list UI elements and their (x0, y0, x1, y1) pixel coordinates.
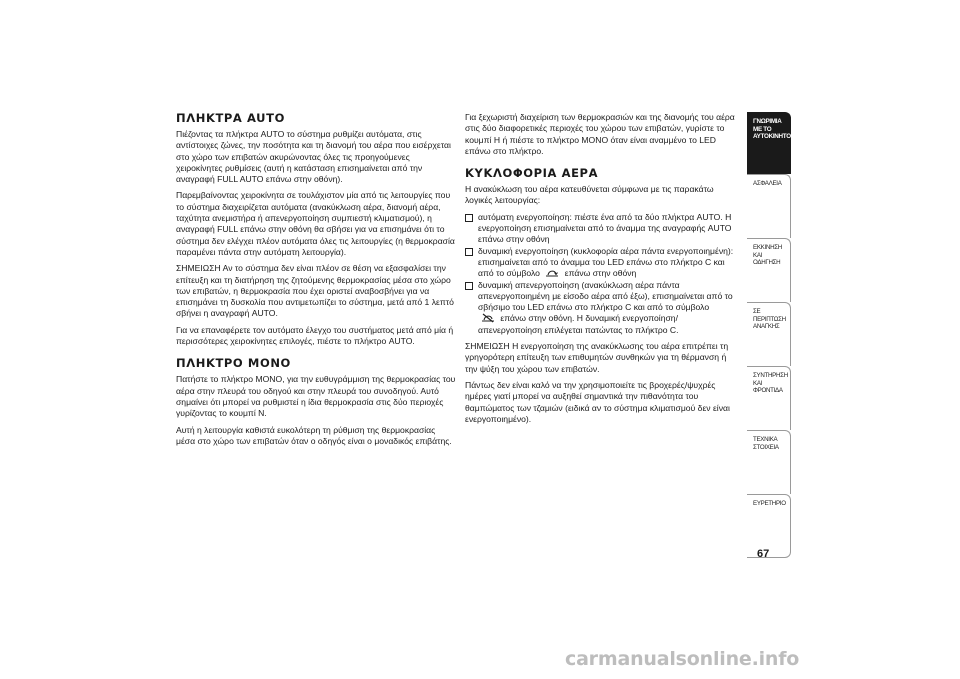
paragraph: Πατήστε το πλήκτρο MONO, για την ευθυγράμμιση της θερμοκρασίας του αέρα στην πλευρά του οδηγού και στην πλευρά του συνοδηγού. Αυτό σημαίνει ότι μπορεί να ρυθμιστεί η ίδια θερμοκρασία στις δύο περιοχές γυρίζοντας το κουμπί N. (176, 374, 456, 419)
paragraph: Παρεμβαίνοντας χειροκίνητα σε τουλάχιστον μία από τις λειτουργίες που το σύστημα διαχειρίζεται αυτόματα (ανακύκλωση αέρα, διανομή αέρα, ταχύτητα ανεμιστήρα ή απενεργοποίηση συμπιεστή κλιματισμού), η αναγραφή FULL επάνω στην οθόνη θα σβήσει για να επισημάνει ότι το σύστημα δεν ελέγχει πλέον αυτόματα όλες τις λειτουργίες (η θερμοκρασία παραμένει πάντα στην αυτόματη λειτουργία). (176, 190, 455, 257)
chapter-tabs (747, 112, 792, 558)
checkbox-bullet-icon (465, 214, 473, 222)
list-item: δυναμική απενεργοποίηση (ανακύκλωση αέρα πάντα απενεργοποιημένη με είσοδο αέρα από έξω), επισημαίνεται από το σβήσιμο του LED επάνω στο πλήκτρο C και από το σύμβολο επάνω στην οθόνη. Η δυναμική ενεργοποίηση/απενεργοποίηση επιλέγεται πατώντας το πλήκτρο C. (465, 280, 741, 336)
paragraph: Αυτή η λειτουργία καθιστά ευκολότερη τη ρύθμιση της θερμοκρασίας μέσα στο χώρο των επιβατών όταν ο οδηγός είναι ο μοναδικός επιβάτης. (176, 424, 452, 446)
list-item: αυτόματη ενεργοποίηση: πιέστε ένα από τα δύο πλήκτρα AUTO. Η ενεργοποίηση επισημαίνεται από το άναμμα της αναγραφής AUTO επάνω στην οθόνη (465, 212, 741, 246)
paragraph: Για ξεχωριστή διαχείριση των θερμοκρασιών και της διανομής του αέρα στις δύο διαφορετικές περιοχές του χώρου των επιβατών, γυρίστε το κουμπί H ή πιέστε το πλήκτρο MONO όταν είναι αναμμένο το LED επάνω στο πλήκτρο. (465, 112, 735, 156)
checkbox-bullet-icon (465, 282, 473, 290)
tab-getting-to-know[interactable]: ΓΝΩΡΙΜΙΑ ΜΕ ΤΟ ΑΥΤΟΚΙΝΗΤΟ (747, 112, 791, 174)
tab-starting-driving[interactable]: ΕΚΚΙΝΗΣΗ ΚΑΙ ΟΔΗΓΗΣΗ (747, 238, 791, 302)
checkbox-bullet-icon (465, 248, 473, 256)
recirculation-icon (545, 268, 559, 278)
tab-maintenance[interactable]: ΣΥΝΤΗΡΗΣΗ ΚΑΙ ΦΡΟΝΤΙΔΑ (747, 366, 791, 430)
left-column (176, 112, 456, 452)
paragraph: Για να επαναφέρετε τον αυτόματο έλεγχο του συστήματος μετά από μία ή περισσότερες χειροκίνητες επιλογές, πιέστε το πλήκτρο AUTO. (176, 324, 454, 347)
paragraph: Η ανακύκλωση του αέρα κατευθύνεται σύμφωνα με τις παρακάτω λογικές λειτουργίας: (465, 184, 714, 206)
note-paragraph: ΣΗΜΕΙΩΣΗ Η ενεργοποίηση της ανακύκλωσης του αέρα επιτρέπει τη γρηγορότερη επίτευξη των επιθυμητών συνθηκών για τη θέρμανση ή την ψύξη του χώρου των επιβατών. (465, 341, 729, 374)
paragraph: Πάντως δεν είναι καλό να την χρησιμοποιείτε τις βροχερές/ψυχρές ημέρες γιατί μπορεί να αυξηθεί σημαντικά την πιθανότητα του θαμπώματος των τζαμιών (ειδικά αν το σύστημα κλιματισμού δεν είναι ενεργοποιημένο). (465, 379, 730, 424)
note-paragraph: ΣΗΜΕΙΩΣΗ Αν το σύστημα δεν είναι πλέον σε θέση να εξασφαλίσει την επίτευξη και τη διατήρηση της ζητούμενης θερμοκρασίας μέσα στο χώρο των επιβατών, η θερμοκρασία που έχει οριστεί αναβοσβήνει για να επισημάνει τη δυσκολία που αντιμετωπίζει το σύστημα, μετά από 1 λεπτό σβήνει η αναγραφή AUTO. (176, 263, 454, 319)
tab-safety[interactable]: ΑΣΦΑΛΕΙΑ (747, 174, 791, 238)
page-number: 67 (757, 548, 770, 560)
bullet-list (465, 212, 741, 336)
watermark: carmanualsonline.info (565, 648, 800, 670)
tab-emergency[interactable]: ΣΕ ΠΕΡΙΠΤΩΣΗ ΑΝΑΓΚΗΣ (747, 302, 791, 366)
tab-index[interactable]: ΕΥΡΕΤΗΡΙΟ (747, 494, 791, 558)
right-column (465, 112, 741, 430)
tab-technical-data[interactable]: ΤΕΧΝΙΚΑ ΣΤΟΙΧΕΙΑ (747, 430, 791, 494)
list-item: δυναμική ενεργοποίηση (κυκλοφορία αέρα πάντα ενεργοποιημένη): επισημαίνεται από το άναμμα του LED επάνω στο πλήκτρο C και από το σύμβολο επάνω στην οθόνη (465, 246, 741, 280)
paragraph: Πιέζοντας τα πλήκτρα AUTO το σύστημα ρυθμίζει αυτόματα, στις αντίστοιχες ζώνες, την ποσότητα και τη διανομή του αέρα που εισέρχεται στο χώρο των επιβατών ακυρώνοντας όλες τις προηγούμενες χειροκίνητες ρυθμίσεις (αυτή η κατάσταση επισημαίνεται από την αναγραφή FULL AUTO επάνω στην οθόνη). (176, 129, 451, 185)
section-heading-mono: ΠΛΗΚΤΡΟ MONO (176, 356, 291, 371)
section-heading-air-circulation: ΚΥΚΛΟΦΟΡΙΑ ΑΕΡΑ (465, 166, 599, 181)
recirculation-off-icon (481, 313, 495, 323)
section-heading-auto: ΠΛΗΚΤΡΑ AUTO (176, 111, 285, 125)
